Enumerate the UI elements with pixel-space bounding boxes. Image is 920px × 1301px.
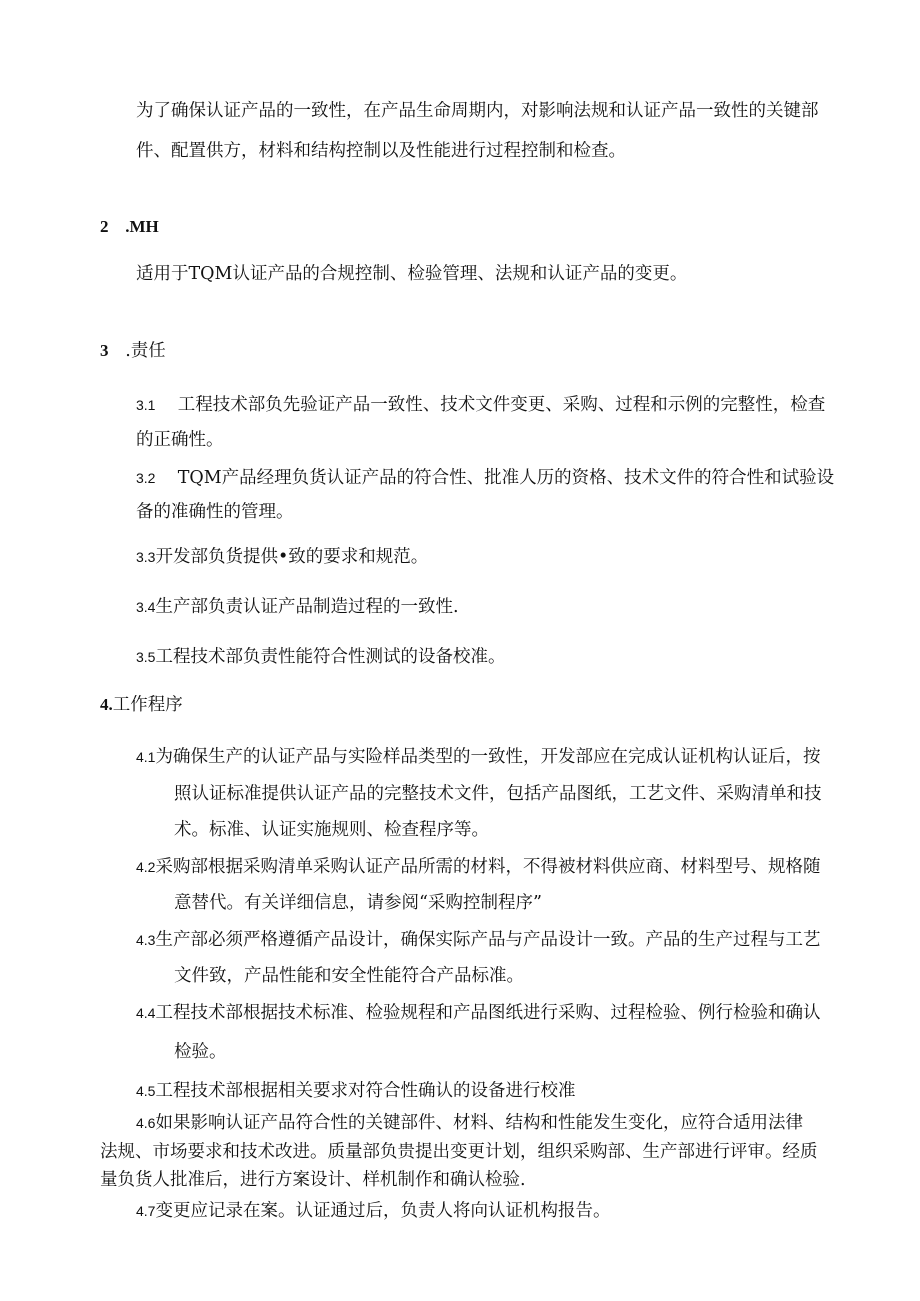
- item-3-4-number: 3.4: [136, 599, 156, 615]
- item-3-3: [136, 545, 428, 569]
- item-4-1-text: 为确保生产的认证产品与实险样品类型的一致性，开发部应在完成认证机构认证后，按: [155, 747, 821, 767]
- section-2-number: 2: [100, 217, 109, 236]
- item-3-5-text: 工程技术部负责性能符合性测试的设备校准。: [155, 647, 506, 667]
- item-4-6-line-1: [136, 1111, 803, 1135]
- item-3-2-number: 3.2: [136, 470, 156, 486]
- item-4-1-line-3: 术。标准、认证实施规则、检查程序等。: [174, 820, 489, 840]
- item-4-1-line-2: 照认证标准提供认证产品的完整技术文件，包括产品图纸，工艺文件、采购清单和技: [174, 784, 822, 804]
- item-3-3-text: 开发部负货提供•致的要求和规范。: [155, 547, 429, 567]
- purpose-text-line-2: 件、配置供方，材料和结构控制以及性能进行过程控制和检查。: [136, 141, 626, 161]
- section-4-title: 工作程序: [112, 695, 183, 715]
- item-4-4-line-1: [136, 1001, 820, 1025]
- item-4-7-text: 变更应记录在案。认证通过后，负责人将向认证机构报告。: [155, 1201, 611, 1221]
- item-4-2-number: 4.2: [136, 859, 156, 875]
- item-3-1-line-2: 的正确性。: [136, 430, 224, 450]
- item-4-2-line-2: 意替代。有关详细信息，请参阅“采购控制程序”: [174, 893, 542, 913]
- item-4-5-number: 4.5: [136, 1083, 156, 1099]
- item-4-3-line-2: 文件致，产品性能和安全性能符合产品标准。: [174, 966, 524, 986]
- item-4-1-number: 4.1: [136, 749, 156, 765]
- item-3-1-line-1: [136, 393, 825, 417]
- item-3-5-number: 3.5: [136, 649, 156, 665]
- item-4-2-text: 采购部根据采购清单采购认证产品所需的材料，不得被材料供应商、材料型号、规格随: [155, 857, 821, 877]
- section-3-heading: [100, 339, 166, 363]
- item-4-6-number: 4.6: [136, 1115, 156, 1131]
- scope-text: 适用于TQM认证产品的合规控制、检验管理、法规和认证产品的变更。: [136, 264, 688, 284]
- purpose-text-line-1: 为了确保认证产品的一致性，在产品生命周期内，对影响法规和认证产品一致性的关键部: [136, 101, 819, 121]
- item-4-4-line-2: 检验。: [174, 1042, 227, 1062]
- item-4-7: [136, 1199, 610, 1223]
- item-4-6-line-2: 法规、市场要求和技术改进。质量部负贵提出变更计划，组织采购部、生产部进行评审。经质: [100, 1142, 818, 1162]
- item-4-1-line-1: [136, 745, 820, 769]
- item-3-2-line-2: 备的准确性的管理。: [136, 502, 294, 522]
- item-3-2-line-1: [136, 466, 834, 490]
- section-2-heading: [100, 215, 159, 239]
- item-3-2-text: TQM产品经理负货认证产品的符合性、批准人历的资格、技术文件的符合性和试验设: [177, 468, 835, 488]
- section-3-number: 3: [100, 341, 109, 360]
- item-4-6-text: 如果影响认证产品符合性的关键部件、材料、结构和性能发生变化，应符合适用法律: [155, 1113, 803, 1133]
- item-4-4-text: 工程技术部根据技术标准、检验规程和产品图纸进行采购、过程检验、例行检验和确认: [155, 1003, 821, 1023]
- item-4-3-text: 生产部必须严格遵循产品设计，确保实际产品与产品设计一致。产品的生产过程与工艺: [155, 930, 821, 950]
- item-3-4: [136, 595, 459, 619]
- item-4-7-number: 4.7: [136, 1203, 156, 1219]
- section-2-title: .MH: [125, 217, 159, 236]
- item-3-3-number: 3.3: [136, 549, 156, 565]
- item-4-6-line-3: 量负货人批准后，进行方案设计、样机制作和确认检验.: [100, 1170, 526, 1190]
- item-3-1-text: 工程技术部负先验证产品一致性、技术文件变更、采购、过程和示例的完整性，检查: [177, 395, 826, 415]
- item-3-1-number: 3.1: [136, 397, 156, 413]
- item-4-4-number: 4.4: [136, 1005, 156, 1021]
- section-4-heading: [100, 693, 183, 717]
- item-4-5: [136, 1079, 575, 1103]
- item-3-4-text: 生产部负责认证产品制造过程的一致性.: [155, 597, 459, 617]
- item-3-5: [136, 645, 505, 669]
- item-4-2-line-1: [136, 855, 820, 879]
- item-4-3-line-1: [136, 928, 820, 952]
- item-4-3-number: 4.3: [136, 932, 156, 948]
- item-4-5-text: 工程技术部根据相关要求对符合性确认的设备进行校准: [155, 1081, 576, 1101]
- section-3-title: .责任: [125, 341, 166, 361]
- section-4-number: 4.: [100, 695, 113, 714]
